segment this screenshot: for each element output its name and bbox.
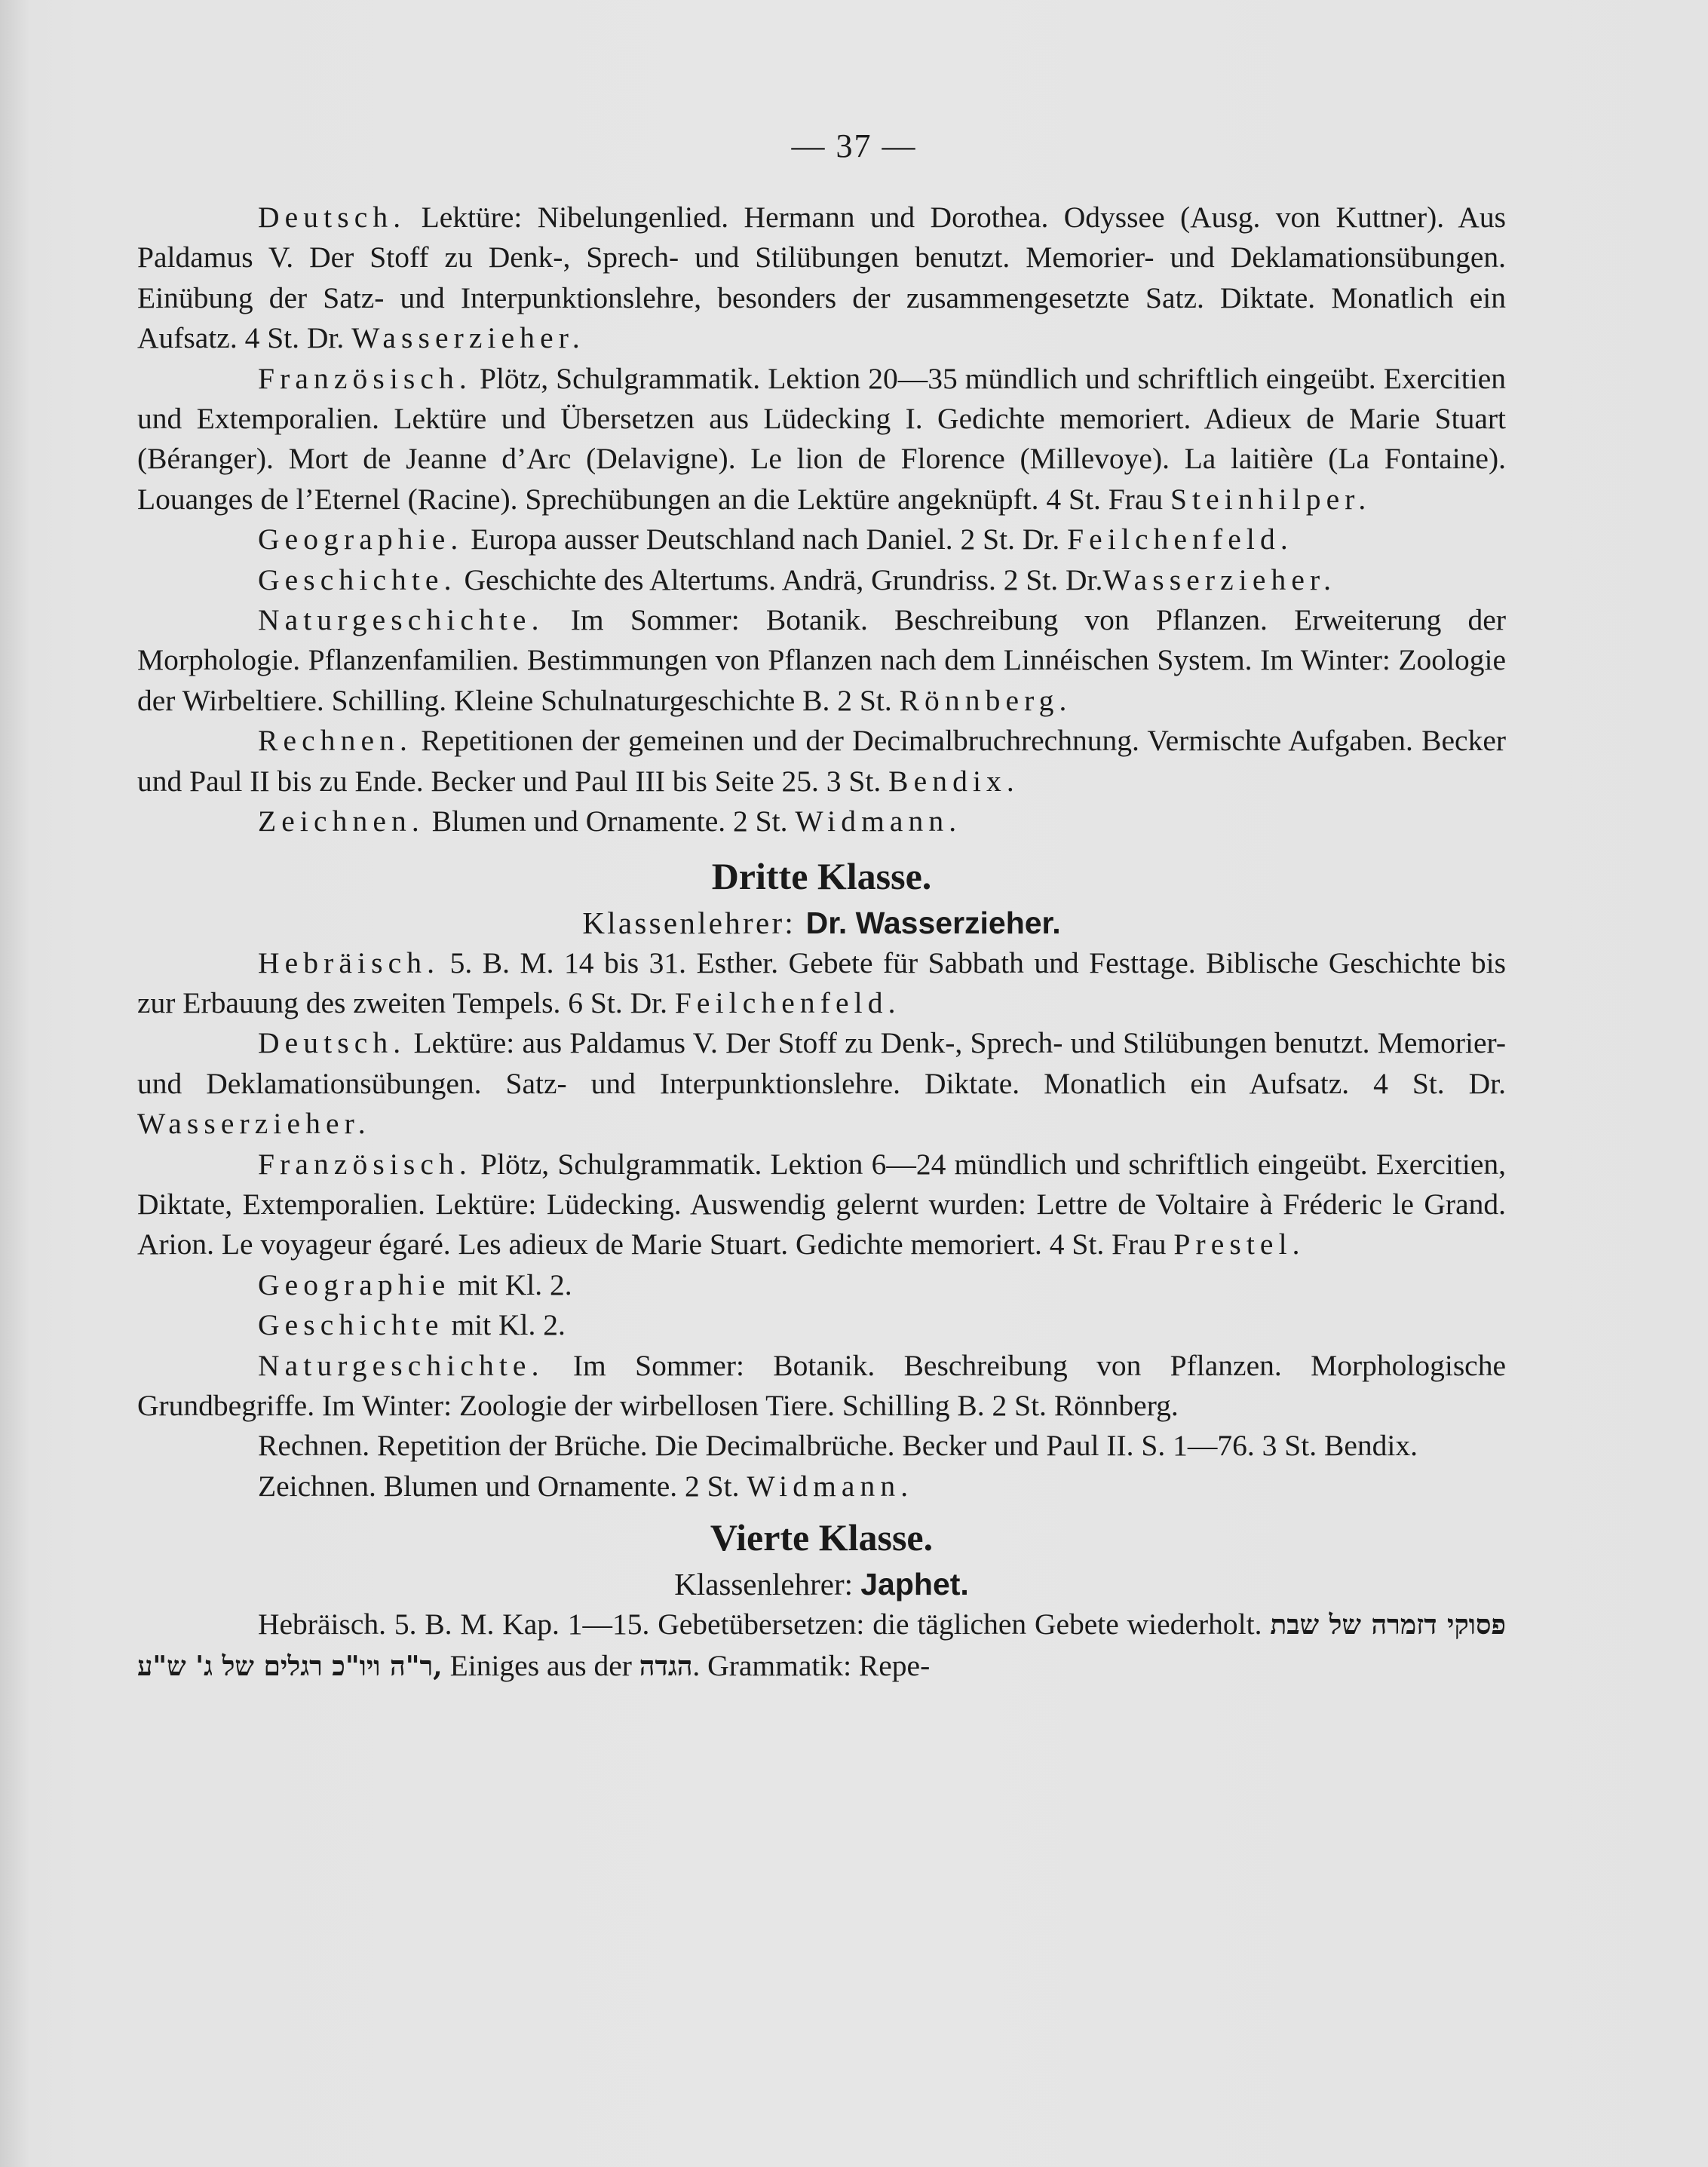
entry-text: 5. B. M. 14 bis 31. Esther. Gebete für Sabbath und Festtage. Biblische Geschichte bis zur Erbauung des zweiten Tempels. 6 St. Dr. bbox=[137, 946, 1506, 1019]
entry-text: Blumen und Ornamente. 2 St. bbox=[376, 1469, 747, 1503]
subject-label: Hebräisch. bbox=[258, 946, 440, 979]
subject-label: Rechnen. bbox=[258, 724, 412, 758]
entry-geschichte-3 bbox=[137, 1305, 1506, 1345]
class-teacher-line bbox=[137, 1564, 1506, 1605]
subject-label: Geschichte bbox=[258, 1308, 444, 1342]
class-teacher-label: Klassenlehrer: bbox=[582, 905, 806, 940]
class-teacher-line bbox=[137, 903, 1506, 943]
teacher-name: Bendix. bbox=[888, 764, 1020, 798]
entry-rechnen-prev bbox=[137, 721, 1506, 802]
teacher-name: Feilchenfeld. bbox=[674, 985, 901, 1019]
entry-text: Blumen und Ornamente. 2 St. bbox=[424, 805, 796, 838]
heading-vierte-klasse: Vierte Klasse. bbox=[710, 1516, 934, 1559]
teacher-name: Rönnberg. bbox=[899, 683, 1072, 717]
entry-geographie-3 bbox=[137, 1265, 1506, 1305]
entry-text: . Grammatik: Repe- bbox=[692, 1648, 931, 1682]
entry-naturgeschichte-prev bbox=[137, 600, 1506, 721]
teacher-name: Wasserzieher. bbox=[137, 1107, 371, 1141]
teacher-name: Feilchenfeld. bbox=[1067, 523, 1293, 556]
teacher-name: Steinhilper. bbox=[1170, 482, 1372, 516]
entry-hebraeisch-4 bbox=[137, 1605, 1506, 1687]
entry-franzoesisch-3 bbox=[137, 1145, 1506, 1265]
teacher-name: Rönnberg. bbox=[1053, 1388, 1179, 1422]
subject-label: Naturgeschichte. bbox=[258, 1348, 544, 1382]
subject-label: Hebräisch. bbox=[258, 1608, 386, 1641]
teacher-name: Bendix. bbox=[1323, 1429, 1418, 1463]
entry-text: Geschichte des Altertums. Andrä, Grundriss. 2 St. Dr. bbox=[456, 562, 1103, 596]
entry-text: Einiges aus der bbox=[442, 1648, 639, 1682]
entry-text: Im Sommer: Botanik. Beschreibung von Pflanzen. Morphologische Grundbegriffe. Im Winter: Zoologie der wirbellosen Tiere. Schilling B. 2 St. bbox=[137, 1348, 1506, 1422]
entry-naturgeschichte-3 bbox=[137, 1346, 1506, 1427]
teacher-name: Widmann. bbox=[747, 1469, 914, 1503]
subject-label: Geschichte. bbox=[258, 562, 457, 596]
entry-text: Repetition der Brüche. Die Decimalbrüche. Becker und Paul II. S. 1—76. 3 St. bbox=[370, 1429, 1324, 1463]
entry-franzoesisch-prev bbox=[137, 359, 1506, 520]
subject-label: Geographie bbox=[258, 1267, 451, 1301]
subject-label: Französisch. bbox=[258, 1147, 472, 1181]
teacher-name: Wasserzieher. bbox=[351, 321, 585, 355]
hebrew-text: הגדה bbox=[639, 1650, 693, 1682]
entry-zeichnen-3 bbox=[137, 1467, 1506, 1506]
entry-geographie-prev bbox=[137, 520, 1506, 559]
entry-rechnen-3 bbox=[137, 1426, 1506, 1466]
subject-label: Zeichnen. bbox=[258, 1469, 376, 1503]
entry-text: 5. B. M. Kap. 1—15. Gebetübersetzen: die täglichen Gebete wiederholt. bbox=[386, 1608, 1271, 1641]
entry-hebraeisch-3 bbox=[137, 943, 1506, 1024]
entry-geschichte-prev bbox=[137, 560, 1506, 600]
entry-text: Europa ausser Deutschland nach Daniel. 2 St. Dr. bbox=[463, 523, 1068, 556]
entry-text: Plötz, Schulgrammatik. Lektion 20—35 mündlich und schriftlich eingeübt. Exercitien und Extemporalien. Lektüre und Übersetzen aus Lüdecking I. Gedichte memoriert. Adieux de Marie Stuart (Béranger). Mort de Jeanne d’Arc (Delavigne). Le lion de Florence (Millevoye). La laitière (La Fontaine). Louanges de l’Eternel (Racine). Sprechübungen an die Lektüre angeknüpft. 4 St. Frau bbox=[137, 361, 1506, 516]
teacher-name: Prestel. bbox=[1173, 1228, 1305, 1261]
subject-label: Deutsch. bbox=[258, 201, 406, 234]
class-teacher-name: Dr. Wasserzieher. bbox=[805, 905, 1061, 940]
class-teacher-label: Klassenlehrer: bbox=[674, 1567, 861, 1602]
subject-label: Naturgeschichte. bbox=[258, 603, 544, 637]
subject-label: Französisch. bbox=[258, 361, 472, 395]
entry-text: Repetitionen der gemeinen und der Decimalbruchrechnung. Vermischte Aufgaben. Becker und Paul II bis zu Ende. Becker und Paul III bis Seite 25. 3 St. bbox=[137, 724, 1506, 798]
spacer bbox=[137, 842, 1506, 850]
hebrew-text: פסוקי דזמרה של שבת ,ר"ה ויו"כ רגלים של ג' ש"ע bbox=[137, 1609, 1507, 1682]
page-body bbox=[137, 198, 1506, 1687]
entry-text: Im Sommer: Botanik. Beschreibung von Pflanzen. Erweiterung der Morphologie. Pflanzenfamilien. Bestimmungen von Pflanzen nach dem Linnéischen System. Im Winter: Zoologie der Wirbeltiere. Schilling. Kleine Schulnaturgeschichte B. 2 St. bbox=[137, 603, 1506, 717]
teacher-name: Wasserzieher. bbox=[1102, 562, 1337, 596]
entry-deutsch-prev bbox=[137, 198, 1506, 359]
entry-text: Plötz, Schulgrammatik. Lektion 6—24 mündlich und schriftlich eingeübt. Exercitien, Diktate, Extemporalien. Lektüre: Lüdecking. Auswendig gelernt wurden: Lettre de Voltaire à Fréderic le Grand. Arion. Le voyageur égaré. Les adieux de Marie Stuart. Gedichte memoriert. 4 St. Frau bbox=[137, 1147, 1506, 1261]
entry-text: mit Kl. 2. bbox=[443, 1308, 566, 1342]
entry-text: mit Kl. 2. bbox=[450, 1267, 572, 1301]
subject-label: Geographie. bbox=[258, 523, 464, 556]
heading-dritte-klasse: Dritte Klasse. bbox=[711, 854, 932, 897]
entry-text: Lektüre: aus Paldamus V. Der Stoff zu Denk-, Sprech- und Stilübungen benutzt. Memorier- und Deklamationsübungen. Satz- und Interpunktionslehre. Diktate. Monatlich ein Aufsatz. 4 St. Dr. bbox=[137, 1026, 1506, 1100]
page-number: — 37 — bbox=[791, 127, 917, 164]
subject-label: Zeichnen. bbox=[258, 805, 425, 838]
subject-label: Deutsch. bbox=[258, 1026, 406, 1060]
entry-deutsch-3 bbox=[137, 1023, 1506, 1144]
subject-label: Rechnen. bbox=[258, 1429, 370, 1463]
class-teacher-name: Japhet. bbox=[860, 1567, 969, 1602]
entry-zeichnen-prev bbox=[137, 802, 1506, 841]
teacher-name: Widmann. bbox=[795, 805, 962, 838]
entry-text: Lektüre: Nibelungenlied. Hermann und Dorothea. Odyssee (Ausg. von Kuttner). Aus Paldamus V. Der Stoff zu Denk-, Sprech- und Stilübungen benutzt. Memorier- und Deklamationsübungen. Einübung der Satz- und Interpunktionslehre, besonders der zusammengesetzte Satz. Diktate. Monatlich ein Aufsatz. 4 St. Dr. bbox=[137, 201, 1506, 355]
